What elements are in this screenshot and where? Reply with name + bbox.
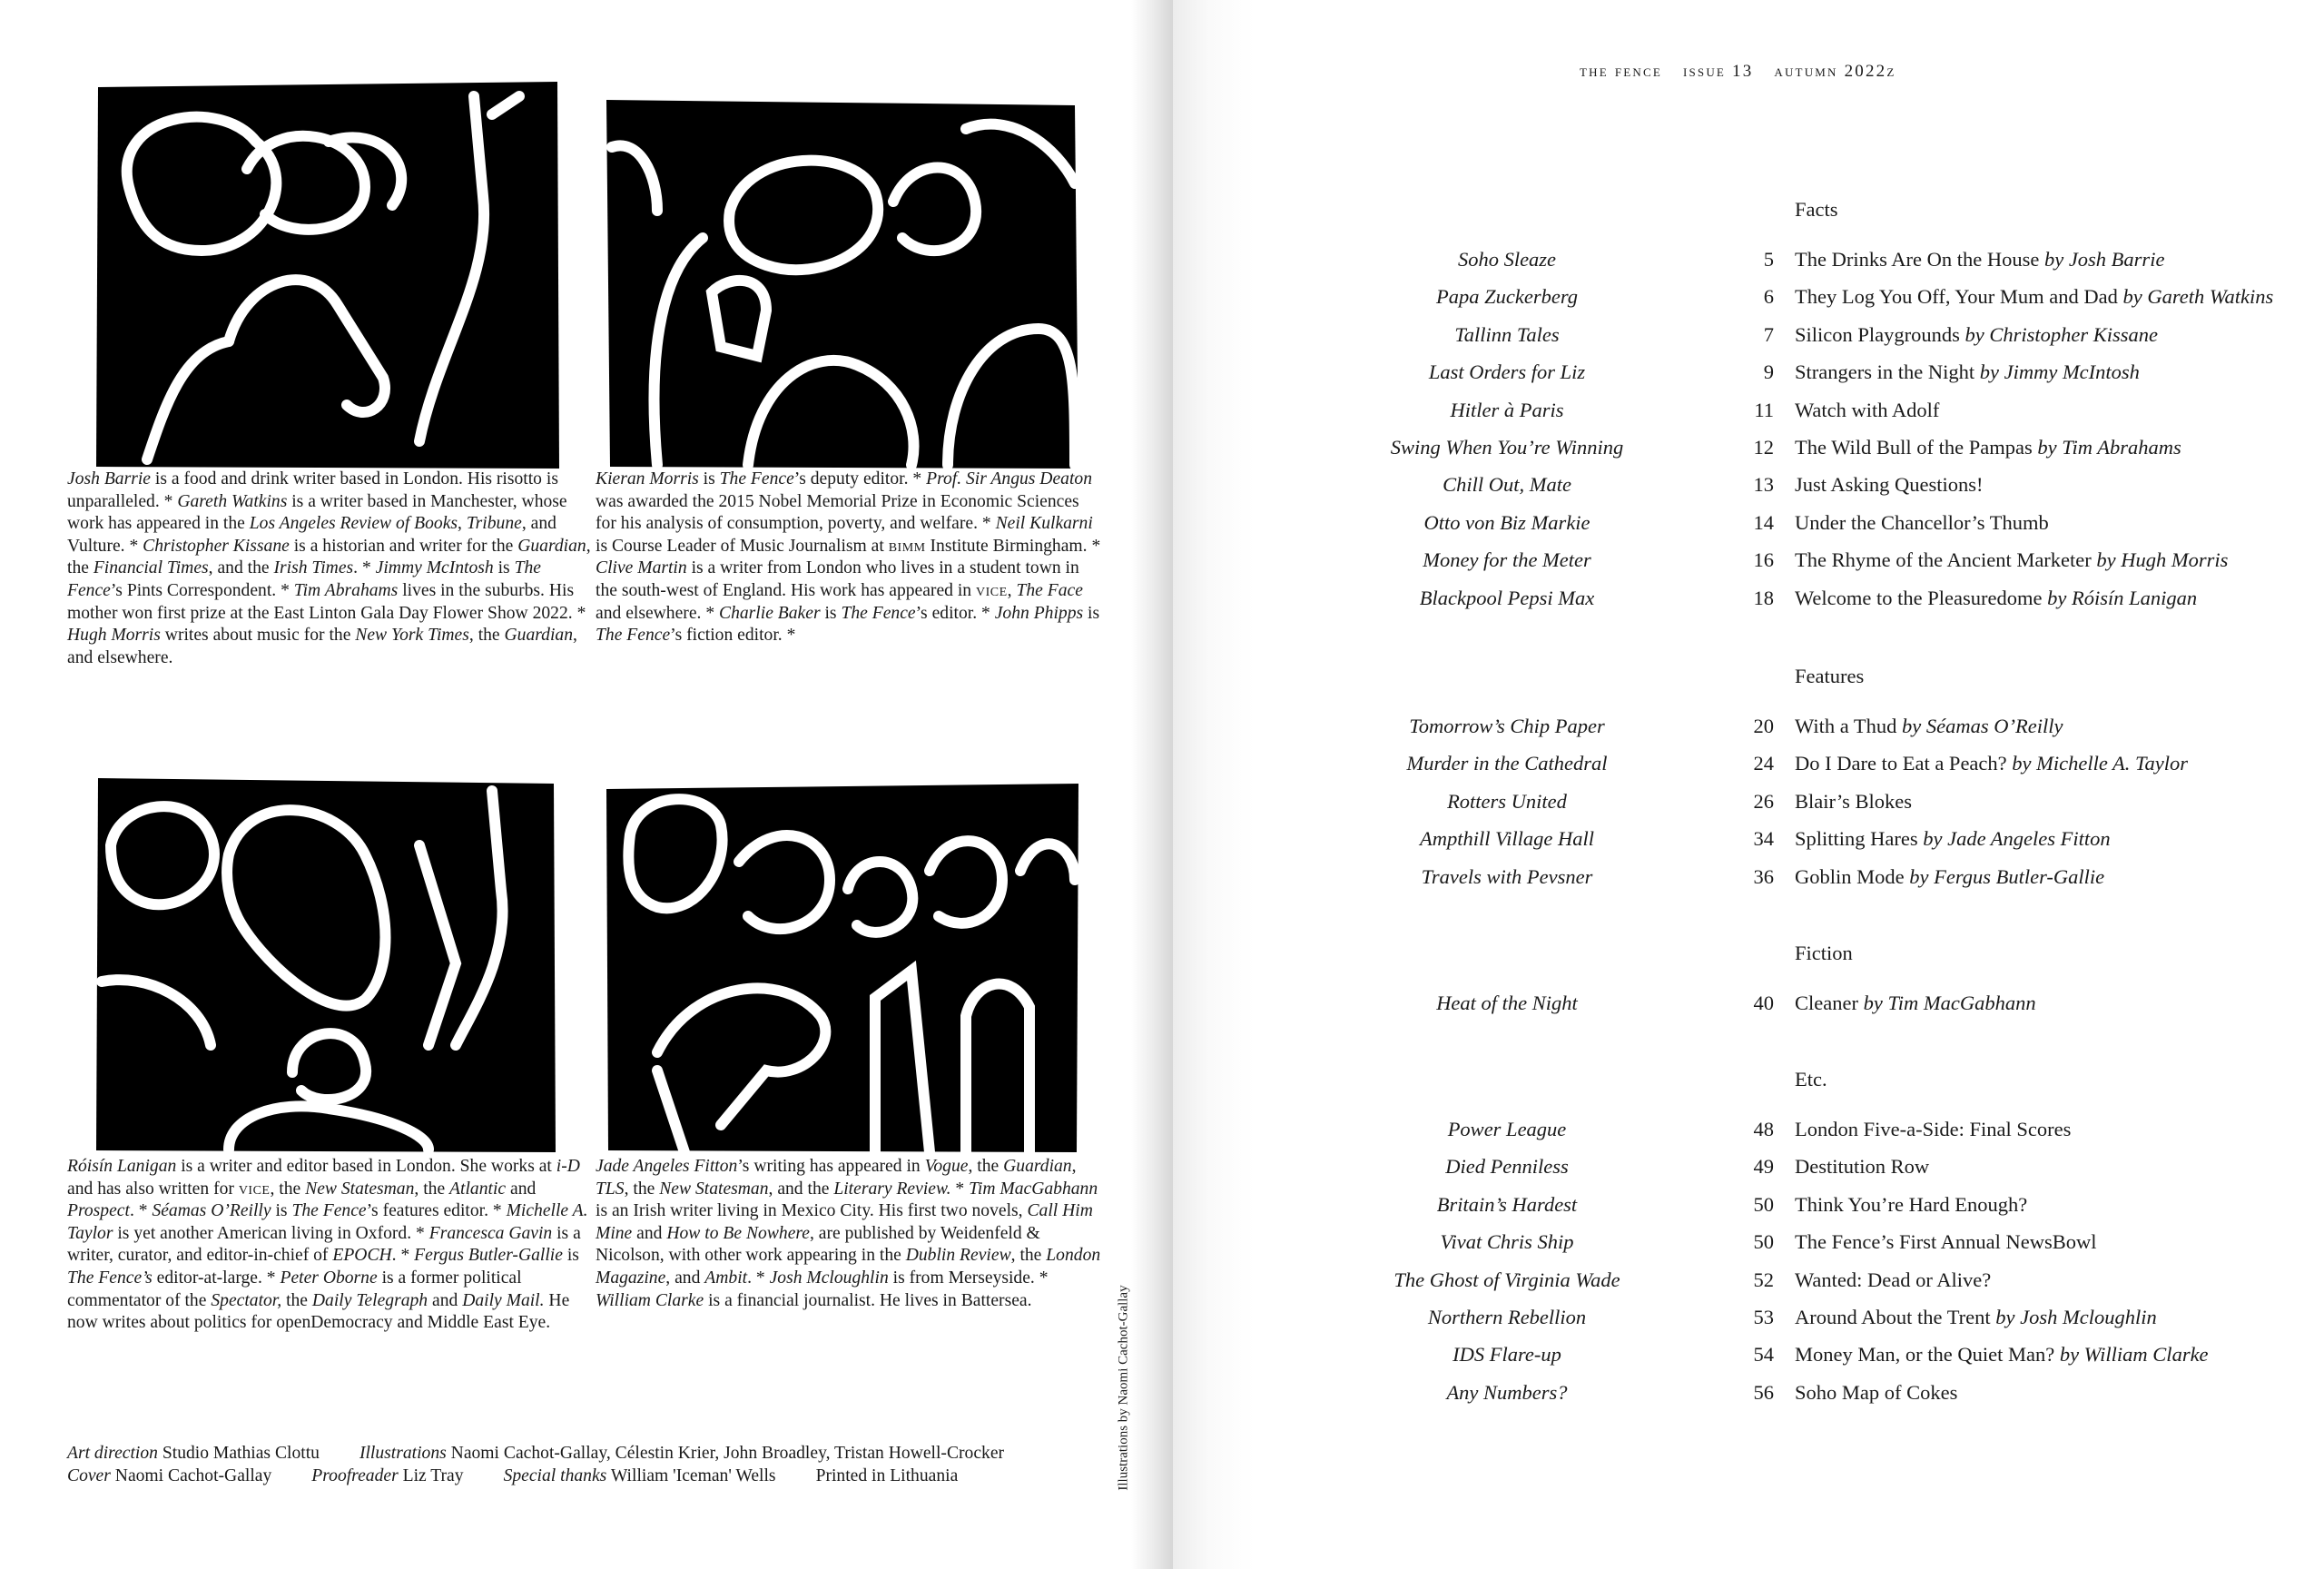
entry-byline: by Michelle A. Taylor [2012,752,2188,775]
text-segment: , and the [768,1179,834,1199]
entry-byline: by Fergus Butler-Gallie [1909,864,2105,888]
entry-byline: by Christopher Kissane [1965,322,2159,346]
entry-title: Blair’s Blokes [1795,789,1912,813]
entry-byline: by Tim MacGabhann [1863,992,2036,1014]
text-segment: Literary Review. [833,1179,951,1199]
text-segment: ’s fiction editor. * [670,626,796,646]
entry-title: Around About the Trent [1795,1306,1991,1328]
entry-title: The Fence’s First Annual NewsBowl [1795,1230,2097,1254]
text-segment: Fergus Butler-Gallie [414,1246,563,1266]
entry-byline: by Hugh Morris [2096,548,2229,572]
text-segment: and elsewhere. * [596,603,720,623]
entry-byline: by Jade Angeles Fitton [1923,827,2111,851]
text-segment: Jade Angeles Fitton [596,1157,738,1176]
text-segment: Neil Kulkarni [995,514,1093,534]
text-segment: ’s Pints Correspondent. * [110,580,294,600]
text-segment: He now writes about politics for openDemocracy and Middle East Eye. [67,1290,570,1333]
entry-kicker: Northern Rebellion [1427,1306,1587,1328]
text-segment: . * [129,1201,153,1221]
credit-item [359,1444,1024,1463]
text-segment: Liz Tray [398,1466,464,1485]
bio-block [67,1156,598,1335]
running-header [1580,62,1911,82]
entry-kicker: Britain’s Hardest [1436,1192,1578,1216]
page-number: 50 [1753,1230,1774,1254]
text-segment: is Course Leader of Music Journalism at [596,536,889,556]
entry-byline: by Tim Abrahams [2037,436,2181,459]
text-segment: New Statesman [659,1179,769,1199]
text-segment: , and Vulture. * [67,514,556,556]
page-number: 52 [1753,1268,1774,1291]
entry-title-wrap [1795,865,2104,889]
text-segment: The Fence [841,603,916,623]
text-segment: William 'Iceman' Wells [606,1466,776,1485]
page-number: 5 [1763,248,1774,271]
page-number: 6 [1763,285,1774,309]
toc-entry[interactable] [1344,248,2324,284]
entry-kicker: Ampthill Village Hall [1419,827,1595,851]
entry-byline: by Josh Mcloughlin [1995,1306,2157,1328]
text-segment: TLS [596,1179,625,1199]
section-title: Etc. [1795,1068,1827,1090]
illustration-3 [93,773,558,1155]
text-segment: Christopher Kissane [143,536,290,556]
entry-title-wrap [1795,1306,2157,1329]
entry-title: Money Man, or the Quiet Man? [1795,1343,2055,1367]
entry-kicker: Blackpool Pepsi Max [1419,586,1595,609]
page-number: 48 [1753,1118,1774,1140]
text-segment: , the [468,626,505,646]
text-segment: Call Him Mine [596,1201,1093,1243]
entry-byline: by Josh Barrie [2043,248,2165,271]
entry-title-wrap [1795,752,2188,775]
entry-title: Under the Chancellor’s Thumb [1795,510,2049,534]
text-segment: Cover [67,1466,111,1485]
text-segment: Studio Mathias Clottu [157,1444,320,1463]
text-segment: i-D [556,1157,580,1176]
text-segment: Jimmy McIntosh [375,558,494,578]
entry-title-wrap [1795,1193,2027,1217]
entry-title-wrap [1795,1268,1991,1292]
entry-title-wrap [1795,436,2181,459]
text-segment: is a writer from London who lives in a student town in the south-west of England. His work has appeared in [596,558,1079,600]
toc-entry[interactable] [1344,715,2324,751]
entry-title: London Five-a-Side: Final Scores [1795,1118,2072,1140]
page-number: 34 [1753,827,1774,851]
text-segment: , the [67,536,591,578]
toc-entry[interactable] [1344,1306,2324,1342]
illustration-credit: Illustrations by Naomi Cachot-Gallay [1116,1285,1131,1491]
text-segment: , the [270,1179,306,1199]
text-segment: writes about music for the [160,626,356,646]
entry-byline: by Gareth Watkins [2122,285,2274,309]
page-number: 49 [1753,1155,1774,1179]
issue-number: issue 13 [1682,62,1754,81]
entry-title-wrap [1795,715,2063,738]
entry-byline: by William Clarke [2059,1343,2209,1367]
entry-kicker: Tomorrow’s Chip Paper [1409,715,1605,737]
page-number: 24 [1753,752,1774,775]
toc-entry[interactable] [1344,436,2324,472]
issue-season: autumn 2022z [1774,62,1896,81]
text-segment: is a writer based in Manchester, whose work has appeared in the [67,491,567,534]
text-segment: is a writer and editor based in London. She works at [176,1157,556,1176]
text-segment: Los Angeles Review of Books [249,514,458,534]
bio-block [596,469,1104,647]
entry-kicker: Rotters United [1447,789,1567,813]
entry-title: Strangers in the Night [1795,360,1975,384]
entry-title-wrap [1795,285,2273,309]
text-segment: vice [976,580,1008,600]
text-segment: . * [391,1246,415,1266]
page-number: 16 [1753,548,1774,572]
entry-title: Destitution Row [1795,1155,1930,1179]
text-segment: Special thanks [503,1466,607,1485]
text-segment: ’s deputy editor. * [793,469,927,488]
entry-title-wrap [1795,473,1984,497]
entry-kicker: Travels with Pevsner [1421,864,1593,888]
text-segment: Josh Barrie [67,469,151,488]
text-segment: is [698,469,720,488]
toc-entry[interactable] [1344,865,2324,902]
credits [67,1442,1111,1487]
entry-title: Watch with Adolf [1795,398,1940,421]
credit-item [816,1466,979,1485]
text-segment: , [458,514,467,534]
text-segment: Kieran Morris [596,469,699,488]
text-segment: Guardian [504,626,574,646]
entry-title: The Drinks Are On the House [1795,248,2040,271]
entry-title: Wanted: Dead or Alive? [1795,1268,1992,1291]
text-segment: Printed in Lithuania [815,1466,959,1485]
text-segment: Guardian [517,536,586,556]
entry-title-wrap [1795,992,2036,1015]
page-number: 56 [1753,1380,1774,1404]
page-number: 50 [1753,1192,1774,1216]
text-segment: ’s writing has appeared in [737,1157,925,1176]
toc-entry[interactable] [1344,1118,2324,1154]
section-title: Features [1795,665,1865,687]
text-segment: Peter Oborne [280,1268,378,1288]
entry-byline: by Séamas O’Reilly [1902,715,2063,737]
credit-item [67,1466,291,1485]
entry-kicker: Any Numbers? [1446,1380,1568,1404]
entry-title: The Wild Bull of the Pampas [1795,436,2033,459]
text-segment: Atlantic [449,1179,507,1199]
text-segment: Charlie Baker [719,603,821,623]
entry-kicker: Vivat Chris Ship [1440,1230,1574,1254]
text-segment: bimm [888,536,926,556]
text-segment: How to Be Nowhere [666,1223,810,1243]
toc-entry[interactable] [1344,285,2324,321]
text-segment: is a writer, curator, and editor-in-chief of [67,1223,581,1266]
text-segment: , and elsewhere. [67,626,577,667]
entry-title-wrap [1795,1343,2209,1367]
page-number: 14 [1753,510,1774,534]
text-segment: The Fence [596,626,671,646]
text-segment: is a food and drink writer based in London. His risotto is unparalleled. * [67,469,558,511]
illustration-1 [93,78,563,472]
text-segment: Tribune [466,514,522,534]
entry-title-wrap [1795,790,1912,814]
text-segment: , the [414,1179,450,1199]
toc-entry[interactable] [1344,548,2324,585]
toc-entry[interactable] [1344,360,2324,397]
text-segment: and [632,1223,667,1243]
text-segment: New Statesman [305,1179,415,1199]
entry-title: They Log You Off, Your Mum and Dad [1795,285,2118,309]
entry-kicker: IDS Flare-up [1452,1343,1561,1367]
entry-byline: by Jimmy McIntosh [1979,360,2140,384]
text-segment: Spectator, [211,1290,282,1310]
toc-entry[interactable] [1344,399,2324,435]
entry-kicker: Chill Out, Mate [1443,473,1571,497]
entry-kicker: Soho Sleaze [1457,248,1557,271]
text-segment: The Fence [67,558,541,600]
illustration-4 [603,780,1083,1155]
entry-kicker: Money for the Meter [1423,548,1591,572]
text-segment: is [271,1201,292,1221]
text-segment: is a financial journalist. He lives in Battersea. [704,1290,1032,1310]
page-number: 13 [1753,473,1774,497]
text-segment: is a historian and writer for the [289,536,518,556]
text-segment: Róisín Lanigan [67,1157,177,1176]
text-segment: Prof. Sir Angus Deaton [926,469,1092,488]
page-number: 11 [1754,398,1774,421]
page-number: 7 [1763,322,1774,346]
text-segment: the [281,1290,312,1310]
entry-title: Do I Dare to Eat a Peach? [1795,752,2007,775]
text-segment: editor-at-large. * [152,1268,281,1288]
page-number: 12 [1753,436,1774,459]
entry-kicker: Hitler à Paris [1450,398,1564,421]
entry-kicker: Tallinn Tales [1454,322,1560,346]
entry-title-wrap [1795,1230,2096,1254]
text-segment: Naomi Cachot-Gallay, Célestin Krier, John Broadley, Tristan Howell-Crocker [446,1444,1005,1463]
text-segment: The Fence’s [67,1268,153,1288]
toc-entry[interactable] [1344,1268,2324,1305]
text-segment: Tim Abrahams [293,580,399,600]
text-segment: Guardian [1003,1157,1072,1176]
text-segment: The Fence [291,1201,367,1221]
text-segment: Art direction [67,1444,158,1463]
text-segment: is [1083,603,1100,623]
text-segment: , the [624,1179,660,1199]
entry-title: Just Asking Questions! [1795,473,1984,497]
text-segment: , [1071,1157,1077,1176]
section-title: Fiction [1795,942,1853,964]
page-number: 26 [1753,789,1774,813]
page-number: 18 [1753,586,1774,609]
entry-title: Soho Map of Cokes [1795,1380,1958,1404]
entry-title: Silicon Playgrounds [1795,322,1960,346]
text-segment: is an Irish writer living in Mexico City. His first two novels, [596,1201,1028,1221]
page-number: 9 [1763,360,1774,384]
entry-title: Cleaner [1795,992,1858,1014]
entry-kicker: Died Penniless [1445,1155,1569,1179]
toc-entry[interactable] [1344,827,2324,863]
toc-entry[interactable] [1344,323,2324,360]
text-segment: and has also written for [67,1179,239,1199]
entry-kicker: Otto von Biz Markie [1423,510,1590,534]
text-segment: , the [1010,1246,1047,1266]
text-segment: vice [238,1179,271,1199]
entry-kicker: Murder in the Cathedral [1406,752,1608,775]
credit-item [67,1444,340,1463]
page-number: 40 [1753,992,1774,1014]
entry-title-wrap [1795,1381,1957,1405]
gutter-shadow [1131,0,1173,1569]
entry-title-wrap [1795,548,2228,572]
toc-entry[interactable] [1344,1193,2324,1229]
entry-kicker: Swing When You’re Winning [1390,436,1624,459]
text-segment: Daily Telegraph [311,1290,428,1310]
entry-title: Think You’re Hard Enough? [1795,1192,2028,1216]
text-segment: Josh Mcloughlin [769,1268,889,1288]
toc-entry[interactable] [1344,1343,2324,1379]
entry-title: Welcome to the Pleasuredome [1795,586,2043,609]
text-segment: . * [747,1268,770,1288]
text-segment: New York Times [355,626,469,646]
text-segment: Clive Martin [596,558,687,578]
entry-title-wrap [1795,399,1939,422]
entry-title: Splitting Hares [1795,827,1918,851]
text-segment: Dublin Review [905,1246,1011,1266]
toc-entry[interactable] [1344,473,2324,509]
text-segment: and [428,1290,463,1310]
entry-title-wrap [1795,827,2111,851]
text-segment: is yet another American living in Oxford. * [113,1223,429,1243]
bio-block [67,469,598,669]
text-segment: EPOCH [332,1246,392,1266]
toc-entry[interactable] [1344,752,2324,788]
text-segment: Ambit [704,1268,748,1288]
text-segment: is from Merseyside. * [888,1268,1049,1288]
toc-entry[interactable] [1344,790,2324,826]
entry-title-wrap [1795,587,2197,610]
toc-entry[interactable] [1344,992,2324,1028]
entry-title-wrap [1795,323,2158,347]
toc-entry[interactable] [1344,1155,2324,1191]
entry-title-wrap [1795,360,2140,384]
text-segment: ’s features editor. * [366,1201,507,1221]
entry-title-wrap [1795,248,2164,271]
illustration-2 [603,93,1083,472]
text-segment: and [506,1179,537,1199]
text-segment: is [820,603,842,623]
text-segment: Illustrations [359,1444,447,1463]
toc-entry[interactable] [1344,1230,2324,1267]
text-segment: The Face [1016,580,1083,600]
text-segment: lives in the suburbs. His mother won first prize at the East Linton Gala Day Flower Show 2022. * [67,580,586,623]
text-segment: Financial Times [93,558,209,578]
text-segment: , and [665,1268,705,1288]
page-number: 36 [1753,864,1774,888]
text-segment: Proofreader [311,1466,399,1485]
entry-title-wrap [1795,511,2049,535]
text-segment: was awarded the 2015 Nobel Memorial Prize in Economic Sciences for his analysis of consumption, poverty, and welfare. * [596,491,1079,534]
entry-title: Goblin Mode [1795,864,1905,888]
section-title: Facts [1795,198,1838,221]
text-segment: The Fence [719,469,794,488]
bio-block [596,1156,1104,1312]
text-segment: Irish Times [273,558,354,578]
text-segment: Séamas O’Reilly [152,1201,271,1221]
toc-entry[interactable] [1344,1381,2324,1417]
text-segment: John Phipps [994,603,1084,623]
magazine-name: the fence [1580,62,1662,81]
text-segment: ’s editor. * [915,603,995,623]
text-segment: is a former political commentator of the [67,1268,522,1310]
text-segment: Michelle A. Taylor [67,1201,588,1243]
entry-kicker: Papa Zuckerberg [1435,285,1578,309]
text-segment: . * [353,558,376,578]
entry-title: The Rhyme of the Ancient Marketer [1795,548,2092,572]
text-segment: Hugh Morris [67,626,161,646]
text-segment: Daily Mail. [462,1290,545,1310]
entry-kicker: Heat of the Night [1436,992,1578,1014]
entry-kicker: Last Orders for Liz [1428,360,1586,384]
toc-entry[interactable] [1344,587,2324,623]
entry-title-wrap [1795,1155,1929,1179]
entry-byline: by Róisín Lanigan [2047,586,2198,609]
text-segment: William Clarke [596,1290,704,1310]
text-segment: Gareth Watkins [177,491,288,511]
text-segment: London Magazine [596,1246,1101,1288]
text-segment: * [950,1179,970,1199]
text-segment: , and the [208,558,274,578]
text-segment: is [493,558,515,578]
text-segment: Prospect [67,1201,130,1221]
text-segment: , the [968,1157,1004,1176]
text-segment: Institute Birmingham. * [925,536,1101,556]
credit-item [504,1466,796,1485]
text-segment: , are published by Weidenfeld & Nicolson, with other work appearing in the [596,1223,1040,1266]
page-number: 20 [1753,715,1774,737]
entry-title: With a Thud [1795,715,1897,737]
page-number: 53 [1753,1306,1774,1328]
text-segment: Naomi Cachot-Gallay [110,1466,272,1485]
text-segment: Tim MacGabhann [969,1179,1098,1199]
text-segment: is [562,1246,579,1266]
text-segment: Vogue [924,1157,969,1176]
text-segment: Francesca Gavin [428,1223,553,1243]
entry-kicker: The Ghost of Virginia Wade [1393,1268,1620,1291]
credit-item [311,1466,483,1485]
entry-kicker: Power League [1447,1118,1567,1140]
entry-title-wrap [1795,1118,2071,1141]
text-segment: , [1007,580,1017,600]
toc-entry[interactable] [1344,511,2324,548]
page-number: 54 [1753,1343,1774,1367]
